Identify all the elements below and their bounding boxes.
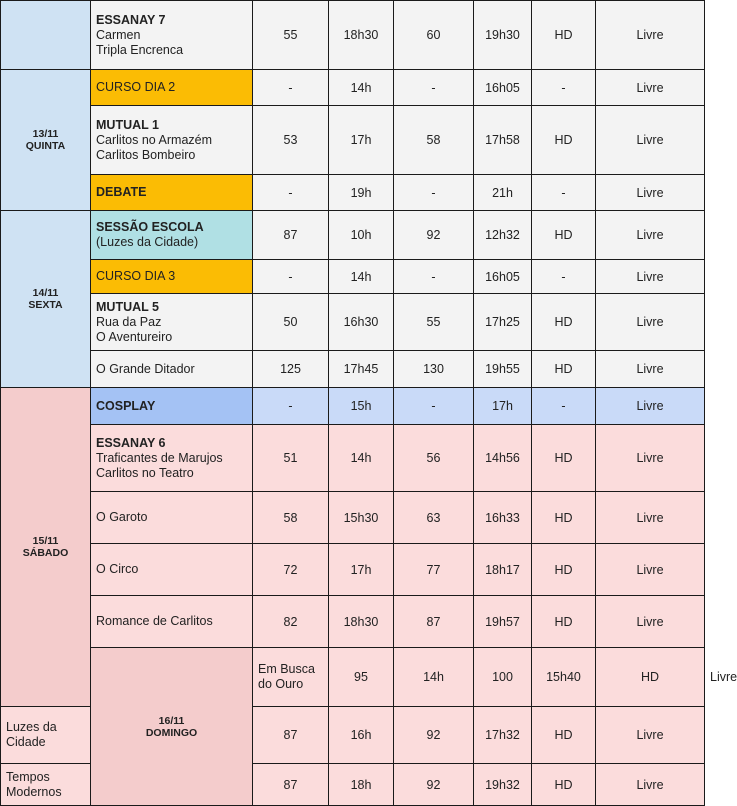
format-cell: - xyxy=(532,260,596,294)
total-duration-cell: 56 xyxy=(394,425,474,492)
rating-cell: Livre xyxy=(596,425,705,492)
total-duration-cell: 92 xyxy=(394,707,474,764)
format-cell: HD xyxy=(532,492,596,544)
session-title xyxy=(91,596,253,648)
total-duration-cell: 60 xyxy=(394,1,474,70)
day-cell-16-11 xyxy=(91,648,253,806)
rating-cell: Livre xyxy=(596,596,705,648)
total-duration-cell: 92 xyxy=(394,764,474,806)
session-title xyxy=(91,425,253,492)
session-heading: ESSANAY 6 xyxy=(96,435,166,450)
rating-cell: Livre xyxy=(596,707,705,764)
start-time-cell: 14h xyxy=(394,648,474,707)
duration-cell: - xyxy=(253,260,329,294)
end-time-cell: 19h57 xyxy=(474,596,532,648)
session-heading: O Grande Ditador xyxy=(96,361,195,376)
start-time-cell: 18h xyxy=(329,764,394,806)
rating-cell: Livre xyxy=(596,544,705,596)
session-title xyxy=(1,707,91,764)
session-line: (Luzes da Cidade) xyxy=(96,235,199,249)
rating-cell: Livre xyxy=(596,294,705,351)
table-row xyxy=(1,70,705,106)
session-title xyxy=(91,351,253,388)
format-cell: - xyxy=(532,70,596,106)
table-row xyxy=(1,1,705,70)
start-time-cell: 18h30 xyxy=(329,1,394,70)
rating-cell: Livre xyxy=(596,70,705,106)
duration-cell: 82 xyxy=(253,596,329,648)
end-time-cell: 16h05 xyxy=(474,260,532,294)
session-heading: CURSO DIA 3 xyxy=(96,269,176,283)
day-date: 14/11 xyxy=(32,287,59,299)
session-heading: Tempos Modernos xyxy=(6,769,62,799)
session-title xyxy=(91,211,253,260)
session-title xyxy=(91,106,253,175)
session-heading: MUTUAL 1 xyxy=(96,117,159,132)
session-line: Carlitos Bombeiro xyxy=(96,147,196,162)
session-heading: COSPLAY xyxy=(96,398,156,413)
start-time-cell: 17h xyxy=(329,544,394,596)
session-heading: Luzes da Cidade xyxy=(6,720,57,749)
session-line: Carlitos no Teatro xyxy=(96,465,194,480)
end-time-cell: 12h32 xyxy=(474,211,532,260)
total-duration-cell: - xyxy=(394,70,474,106)
session-heading: SESSÃO ESCOLA xyxy=(96,220,204,234)
total-duration-cell: - xyxy=(394,260,474,294)
session-line: Carlitos no Armazém xyxy=(96,132,213,147)
duration-cell: - xyxy=(253,175,329,211)
day-weekday: DOMINGO xyxy=(145,726,198,739)
total-duration-cell: 77 xyxy=(394,544,474,596)
day-cell-previous xyxy=(1,1,91,70)
end-time-cell: 18h17 xyxy=(474,544,532,596)
session-heading: MUTUAL 5 xyxy=(96,299,159,314)
end-time-cell: 16h33 xyxy=(474,492,532,544)
end-time-cell: 14h56 xyxy=(474,425,532,492)
rating-cell: Livre xyxy=(596,764,705,806)
format-cell: HD xyxy=(532,707,596,764)
total-duration-cell: 63 xyxy=(394,492,474,544)
session-title xyxy=(91,70,253,106)
duration-cell: 50 xyxy=(253,294,329,351)
end-time-cell: 17h32 xyxy=(474,707,532,764)
total-duration-cell: 130 xyxy=(394,351,474,388)
duration-cell: - xyxy=(253,388,329,425)
session-title xyxy=(91,388,253,425)
session-title xyxy=(91,492,253,544)
duration-cell: 58 xyxy=(253,492,329,544)
total-duration-cell: 58 xyxy=(394,106,474,175)
table-row xyxy=(1,106,705,175)
format-cell: - xyxy=(532,175,596,211)
day-weekday: QUINTA xyxy=(25,140,66,152)
table-row: 16/11 DOMINGO Em Busca do Ouro 95 14h 100 15h40 HD Livre xyxy=(1,648,705,707)
session-title xyxy=(253,648,329,707)
session-heading: Romance de Carlitos xyxy=(96,614,213,628)
table-row xyxy=(1,544,705,596)
table-row xyxy=(1,351,705,388)
end-time-cell: 21h xyxy=(474,175,532,211)
start-time-cell: 10h xyxy=(329,211,394,260)
table-row xyxy=(1,211,705,260)
table-row xyxy=(1,294,705,351)
rating-cell: Livre xyxy=(596,175,705,211)
end-time-cell: 16h05 xyxy=(474,70,532,106)
session-line: Carmen xyxy=(96,27,141,42)
start-time-cell: 17h xyxy=(329,106,394,175)
format-cell: HD xyxy=(532,294,596,351)
total-duration-cell: - xyxy=(394,388,474,425)
session-heading: O Circo xyxy=(96,562,139,576)
format-cell: HD xyxy=(532,1,596,70)
start-time-cell: 19h xyxy=(329,175,394,211)
rating-cell: Livre xyxy=(596,260,705,294)
duration-cell: 87 xyxy=(253,764,329,806)
start-time-cell: 14h xyxy=(329,425,394,492)
start-time-cell: 15h30 xyxy=(329,492,394,544)
duration-cell: 51 xyxy=(253,425,329,492)
format-cell: HD xyxy=(532,106,596,175)
format-cell: HD xyxy=(532,351,596,388)
session-title xyxy=(91,175,253,211)
end-time-cell: 15h40 xyxy=(532,648,596,707)
session-title xyxy=(91,260,253,294)
duration-cell: 95 xyxy=(329,648,394,707)
duration-cell: 87 xyxy=(253,707,329,764)
rating-cell: Livre xyxy=(596,1,705,70)
start-time-cell: 16h30 xyxy=(329,294,394,351)
day-cell-13-11 xyxy=(1,70,91,211)
day-weekday: SEXTA xyxy=(28,299,63,311)
session-line: Tripla Encrenca xyxy=(96,42,184,57)
end-time-cell: 19h55 xyxy=(474,351,532,388)
day-date: 16/11 xyxy=(158,714,185,727)
table-row xyxy=(1,260,705,294)
session-line: Traficantes de Marujos xyxy=(96,450,223,465)
session-title xyxy=(1,764,91,806)
total-duration-cell: - xyxy=(394,175,474,211)
format-cell: HD xyxy=(532,764,596,806)
format-cell: HD xyxy=(596,648,705,707)
table-row xyxy=(1,388,705,425)
total-duration-cell: 92 xyxy=(394,211,474,260)
table-row xyxy=(1,425,705,492)
format-cell: HD xyxy=(532,596,596,648)
table-row xyxy=(1,175,705,211)
format-cell: HD xyxy=(532,425,596,492)
day-weekday: SÁBADO xyxy=(22,547,69,559)
session-line: O Aventureiro xyxy=(96,329,173,344)
table-row xyxy=(1,596,705,648)
session-heading: ESSANAY 7 xyxy=(96,12,166,27)
end-time-cell: 17h25 xyxy=(474,294,532,351)
start-time-cell: 14h xyxy=(329,70,394,106)
day-cell-14-11 xyxy=(1,211,91,388)
end-time-cell: 19h32 xyxy=(474,764,532,806)
duration-cell: 72 xyxy=(253,544,329,596)
duration-cell: 87 xyxy=(253,211,329,260)
start-time-cell: 16h xyxy=(329,707,394,764)
rating-cell: Livre xyxy=(596,106,705,175)
day-date: 13/11 xyxy=(32,128,59,140)
rating-cell: Livre xyxy=(596,211,705,260)
rating-cell: Livre xyxy=(596,351,705,388)
session-heading: O Garoto xyxy=(96,510,148,524)
day-date: 15/11 xyxy=(32,535,59,547)
format-cell: HD xyxy=(532,544,596,596)
session-title xyxy=(91,544,253,596)
end-time-cell: 17h58 xyxy=(474,106,532,175)
session-heading: DEBATE xyxy=(96,185,147,199)
session-heading: Em Busca do Ouro xyxy=(258,662,315,691)
duration-cell: 125 xyxy=(253,351,329,388)
start-time-cell: 15h xyxy=(329,388,394,425)
total-duration-cell: 100 xyxy=(474,648,532,707)
end-time-cell: 19h30 xyxy=(474,1,532,70)
day-cell-15-11 xyxy=(1,388,91,707)
session-title xyxy=(91,1,253,70)
rating-cell: Livre xyxy=(596,492,705,544)
session-title xyxy=(91,294,253,351)
format-cell: HD xyxy=(532,211,596,260)
table-row xyxy=(1,492,705,544)
duration-cell: 53 xyxy=(253,106,329,175)
duration-cell: 55 xyxy=(253,1,329,70)
duration-cell: - xyxy=(253,70,329,106)
start-time-cell: 14h xyxy=(329,260,394,294)
session-heading: CURSO DIA 2 xyxy=(96,80,176,94)
rating-cell: Livre xyxy=(596,388,705,425)
session-line: Rua da Paz xyxy=(96,314,162,329)
total-duration-cell: 55 xyxy=(394,294,474,351)
start-time-cell: 18h30 xyxy=(329,596,394,648)
end-time-cell: 17h xyxy=(474,388,532,425)
format-cell: - xyxy=(532,388,596,425)
start-time-cell: 17h45 xyxy=(329,351,394,388)
total-duration-cell: 87 xyxy=(394,596,474,648)
